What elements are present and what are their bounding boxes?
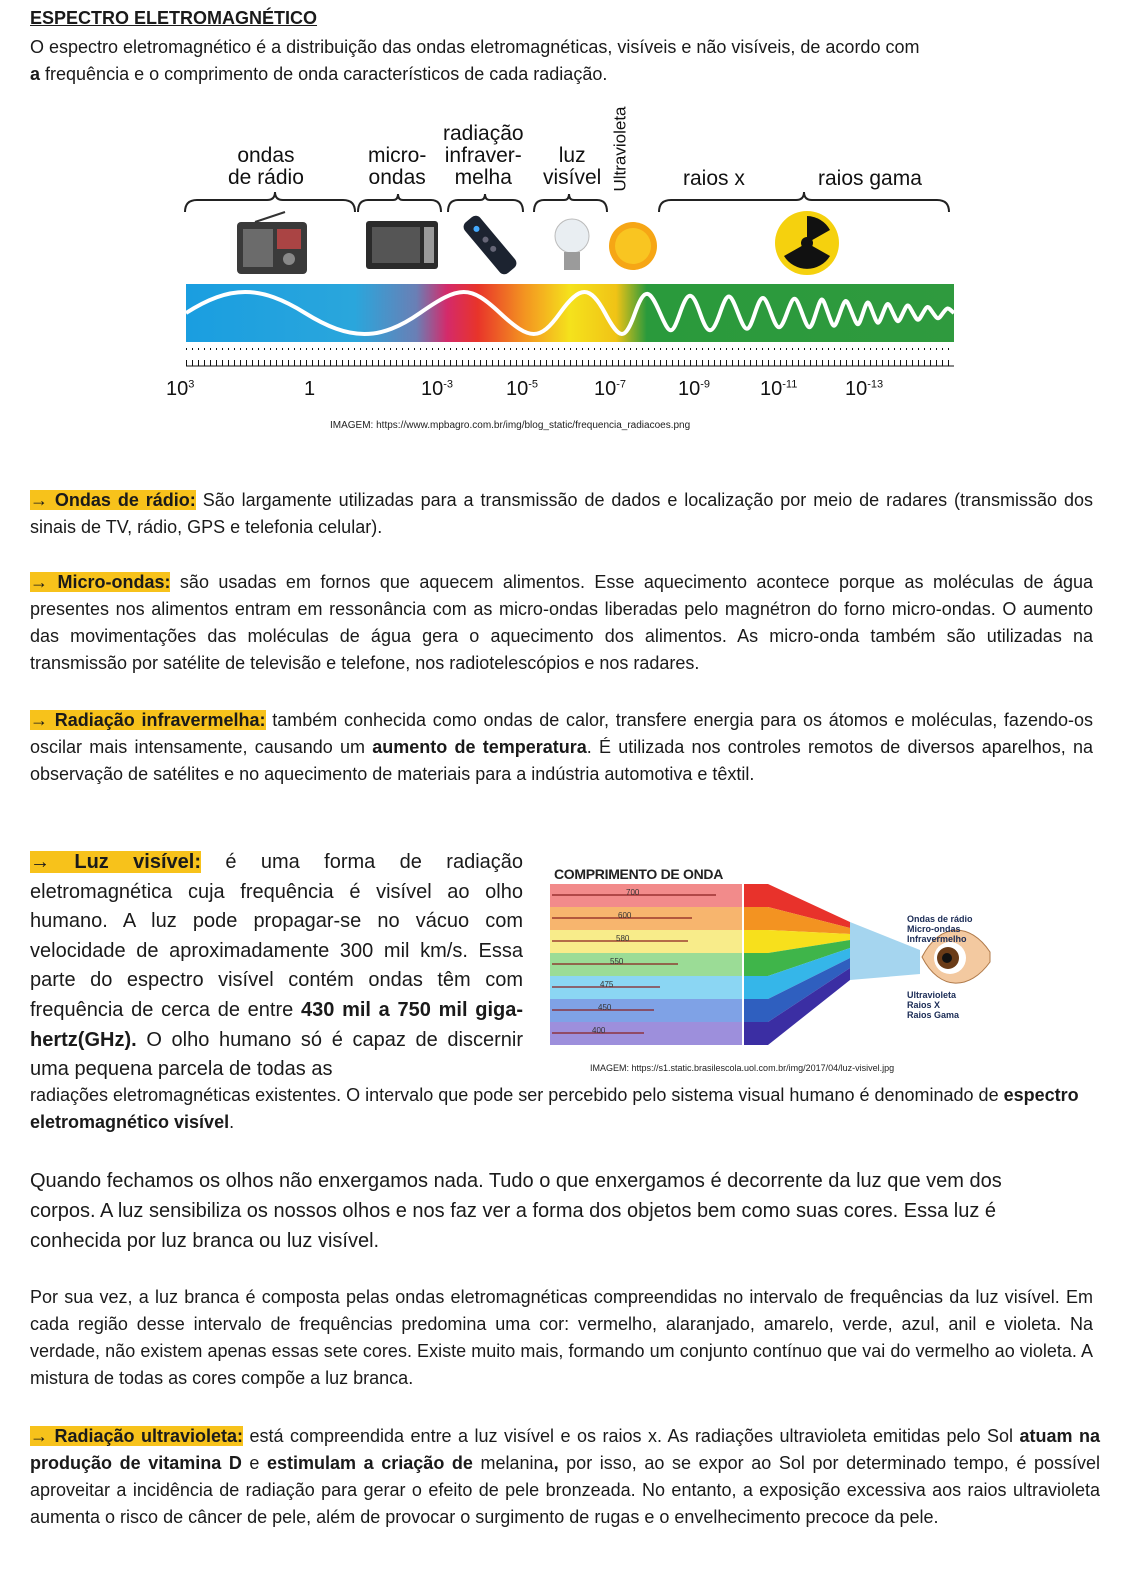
label-gamma: raios gama (818, 167, 922, 190)
remote-icon (461, 213, 519, 276)
micro-text: são usadas em fornos que aquecem alimentos. Esse aquecimento acontece porque as moléculas de água presentes nos alimentos entram em ressonância com as micro-ondas liberadas pelo magnétron do forno micro-ondas. O aumento das movimentações das moléculas de água gera o aquecimento dos alimentos. As micro-onda também são utilizadas na transmissão por satélite de televisão e telefone, nos radiotelescópios e nos radares. (30, 572, 1093, 673)
infra-bold: aumento de temperatura (372, 737, 587, 757)
wl-value-1: 600 (618, 911, 632, 920)
label-micro-section: → Micro-ondas: (30, 572, 171, 592)
infra-text-a: também conhecida como ondas de calor, transfere energia para os átomos e moléculas, fazendo-os oscilar mais intensamente, causando um (30, 710, 1093, 757)
paragraph-1: Quando fechamos os olhos não enxergamos nada. Tudo o que enxergamos é decorrente da luz que vem dos corpos. A luz sensibiliza os nossos olhos e nos faz ver a forma dos objetos bem como suas cores. Essa luz é conhecida por luz branca ou luz visível. (30, 1170, 1002, 1252)
wavelength-title: COMPRIMENTO DE ONDA (554, 866, 724, 882)
label-light-1: luz (558, 144, 586, 167)
radiation-icon (775, 211, 839, 275)
label-uv-section: → Radiação ultravioleta: (30, 1426, 244, 1446)
wl-right-bot (907, 990, 959, 1020)
label-micro-1: micro- (368, 144, 427, 167)
uv-text-b: e (241, 1453, 268, 1473)
uv-text-d: por isso, ao se expor ao Sol por determinado tempo, é possível aproveitar a incidência de radiação para gerar o efeito de pele bronzeada. No entanto, a exposição excessiva aos raios ultravioleta aumenta o risco de câncer de pele, além de provocar o surgimento de rugas e o envelhecimento precoce da pele. (30, 1453, 1100, 1527)
label-radio-2: de rádio (228, 166, 304, 189)
radio-text: São largamente utilizadas para a transmissão de dados e localização por meio de radares (transmissão dos sinais de TV, rádio, GPS e telefonia celular). (30, 490, 1093, 537)
fan-out (768, 884, 920, 1045)
spectrum-caption: IMAGEM: https://www.mpbagro.com.br/img/blog_static/frequencia_radiacoes.png (330, 420, 691, 431)
label-visible-section: → Luz visível: (30, 851, 202, 873)
sun-icon (609, 222, 657, 270)
section-radio (30, 487, 1093, 541)
page-title: ESPECTRO ELETROMAGNÉTICO (30, 8, 318, 28)
wl-value-0: 700 (626, 888, 640, 897)
wl-value-5: 450 (598, 1003, 612, 1012)
intro-bold-a: a (30, 64, 41, 84)
tick-6: $10^{-11}$ (760, 378, 798, 400)
wl-value-3: 550 (610, 957, 624, 966)
label-infra-section: → Radiação infravermelha: (30, 710, 266, 730)
spectrum-graphic (0, 0, 1133, 420)
visible-bold-a: 430 mil a 750 mil giga-hertz(GHz). (30, 998, 524, 1051)
visible-text-d: . (229, 1112, 235, 1132)
lightbulb-icon (555, 219, 589, 270)
microwave-icon (366, 221, 438, 269)
wavelength-caption: IMAGEM: https://s1.static.brasilescola.uol.com.br/img/2017/04/luz-visivel.jpg (590, 1063, 895, 1073)
brace-radio (185, 192, 355, 212)
brace-infra (448, 194, 523, 212)
wl-right-top-3: Infravermelho (907, 934, 967, 944)
label-light-2: visível (543, 166, 602, 189)
label-infra-3: melha (454, 166, 512, 189)
label-infra-1: radiação (443, 122, 524, 145)
tick-5: $10^{-9}$ (678, 378, 711, 400)
label-radio-1: ondas (237, 144, 295, 167)
section-infra (30, 707, 1093, 788)
visible-text-c: radiações eletromagnéticas existentes. O intervalo que pode ser percebido pelo sistema visual humano é denominado de (30, 1085, 1004, 1105)
uv-bold-b: estimulam a criação de (267, 1453, 473, 1473)
section-micro (30, 569, 1093, 677)
tick-3: $10^{-5}$ (506, 378, 539, 400)
uv-bold-c: , (553, 1453, 559, 1473)
label-infra-2: infraver- (444, 144, 522, 167)
tick-0: $10^3$ (166, 378, 195, 400)
paragraph-2: Por sua vez, a luz branca é composta pelas ondas eletromagnéticas compreendidas no intervalo de frequências da luz visível. Em cada região desse intervalo de frequências predomina uma cor: vermelho, alaranjado, amarelo, verde, azul, anil e violeta. Na verdade, não existem apenas essas sete cores. Existe muito mais, formando um conjunto contínuo que vai do vermelho ao violeta. A mistura de todas as cores compõe a luz branca. (30, 1287, 1093, 1388)
label-radio-section: → Ondas de rádio: (30, 490, 196, 510)
wl-right-bot-3: Raios Gama (907, 1010, 960, 1020)
label-xray: raios x (683, 167, 745, 190)
section-visible (30, 848, 523, 1085)
wl-right-bot-2: Raios X (907, 1000, 941, 1010)
uv-text-a: está compreendida entre a luz visível e os raios x. As radiações ultravioleta emitidas pelo Sol (243, 1426, 1020, 1446)
visible-text-a: é uma forma de radiação eletromagnética cuja frequência é visível ao olho humano. A luz pode propagar-se no vácuo com velocidade de aproximadamente 300 mil km/s. Essa parte do espectro visível contém ondas têm com frequência de cerca de entre (30, 851, 524, 1021)
wavelength-figure (550, 862, 1000, 1072)
radio-icon (237, 212, 307, 274)
visible-text-b: O olho humano só é capaz de discernir uma pequena parcela de todas as (30, 1028, 523, 1081)
wl-right-top (907, 914, 973, 944)
tick-4: $10^{-7}$ (594, 378, 627, 400)
wl-right-top-2: Micro-ondas (907, 924, 961, 934)
intro-line-2: frequência e o comprimento de onda característicos de cada radiação. (40, 64, 608, 84)
tick-7: $10^{-13}$ (845, 378, 884, 400)
wl-value-4: 475 (600, 980, 614, 989)
brace-light (534, 194, 607, 212)
tick-1: 1 (304, 378, 316, 400)
uv-bold-a: atuam na produção de vitamina D (30, 1426, 1100, 1473)
label-micro-2: ondas (368, 166, 426, 189)
visible-bold-b: espectro eletromagnético visível (30, 1085, 1079, 1132)
wl-value-2: 580 (616, 934, 630, 943)
label-uv: Ultravioleta (610, 106, 630, 192)
brace-xray-gamma (659, 192, 949, 212)
section-uv (30, 1423, 1100, 1531)
section-visible-cont (30, 1082, 1093, 1136)
wl-value-6: 400 (592, 1026, 606, 1035)
uv-text-c: melanina (472, 1453, 554, 1473)
ruler-ticks (186, 348, 954, 366)
tick-2: $10^{-3}$ (421, 378, 454, 400)
wl-right-top-1: Ondas de rádio (907, 914, 973, 924)
wl-right-bot-1: Ultravioleta (907, 990, 957, 1000)
intro-line-1: O espectro eletromagnético é a distribuição das ondas eletromagnéticas, visíveis e não visíveis, de acordo com (30, 37, 920, 57)
infra-text-b: . É utilizada nos controles remotos de diversos aparelhos, na observação de satélites e no aquecimento de materiais para a indústria automotiva e têxtil. (30, 737, 1093, 784)
brace-micro (358, 194, 441, 212)
